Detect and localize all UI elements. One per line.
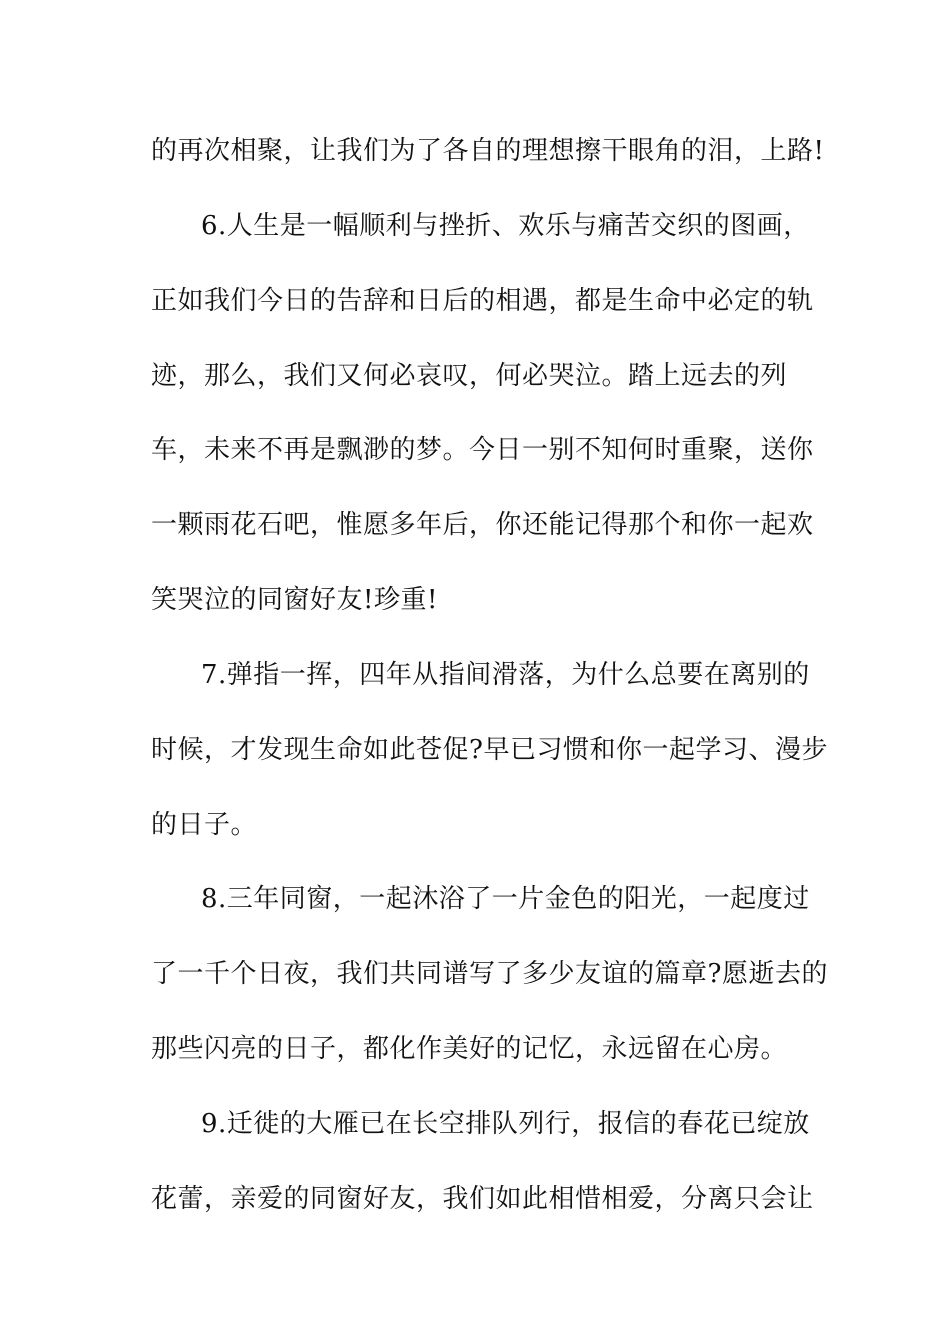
paragraph-6-start: 6.人生是一幅顺利与挫折、欢乐与痛苦交织的图画，	[201, 211, 810, 241]
text-line: 花蕾，亲爱的同窗好友，我们如此相惜相爱，分离只会让	[151, 1184, 814, 1214]
paragraph-7-start: 7.弹指一挥，四年从指间滑落，为什么总要在离别的	[201, 660, 810, 690]
text-line: 了一千个日夜，我们共同谱写了多少友谊的篇章?愿逝去的	[151, 959, 828, 989]
paragraph-8-start: 8.三年同窗，一起沐浴了一片金色的阳光，一起度过	[201, 884, 810, 914]
text-line: 的日子。	[151, 810, 258, 840]
text-line: 那些闪亮的日子，都化作美好的记忆，永远留在心房。	[151, 1034, 788, 1064]
text-line: 正如我们今日的告辞和日后的相遇，都是生命中必定的轨	[151, 286, 814, 316]
text-line: 车，未来不再是飘渺的梦。今日一别不知何时重聚，送你	[151, 435, 814, 465]
paragraph-9-start: 9.迁徙的大雁已在长空排队列行，报信的春花已绽放	[201, 1109, 810, 1139]
text-line: 一颗雨花石吧，惟愿多年后，你还能记得那个和你一起欢	[151, 510, 814, 540]
text-line: 的再次相聚，让我们为了各自的理想擦干眼角的泪，上路!	[151, 136, 825, 166]
text-line: 笑哭泣的同窗好友!珍重!	[151, 585, 438, 615]
text-line: 时候，才发现生命如此苍促?早已习惯和你一起学习、漫步	[151, 735, 828, 765]
text-line: 迹，那么，我们又何必哀叹，何必哭泣。踏上远去的列	[151, 361, 788, 391]
